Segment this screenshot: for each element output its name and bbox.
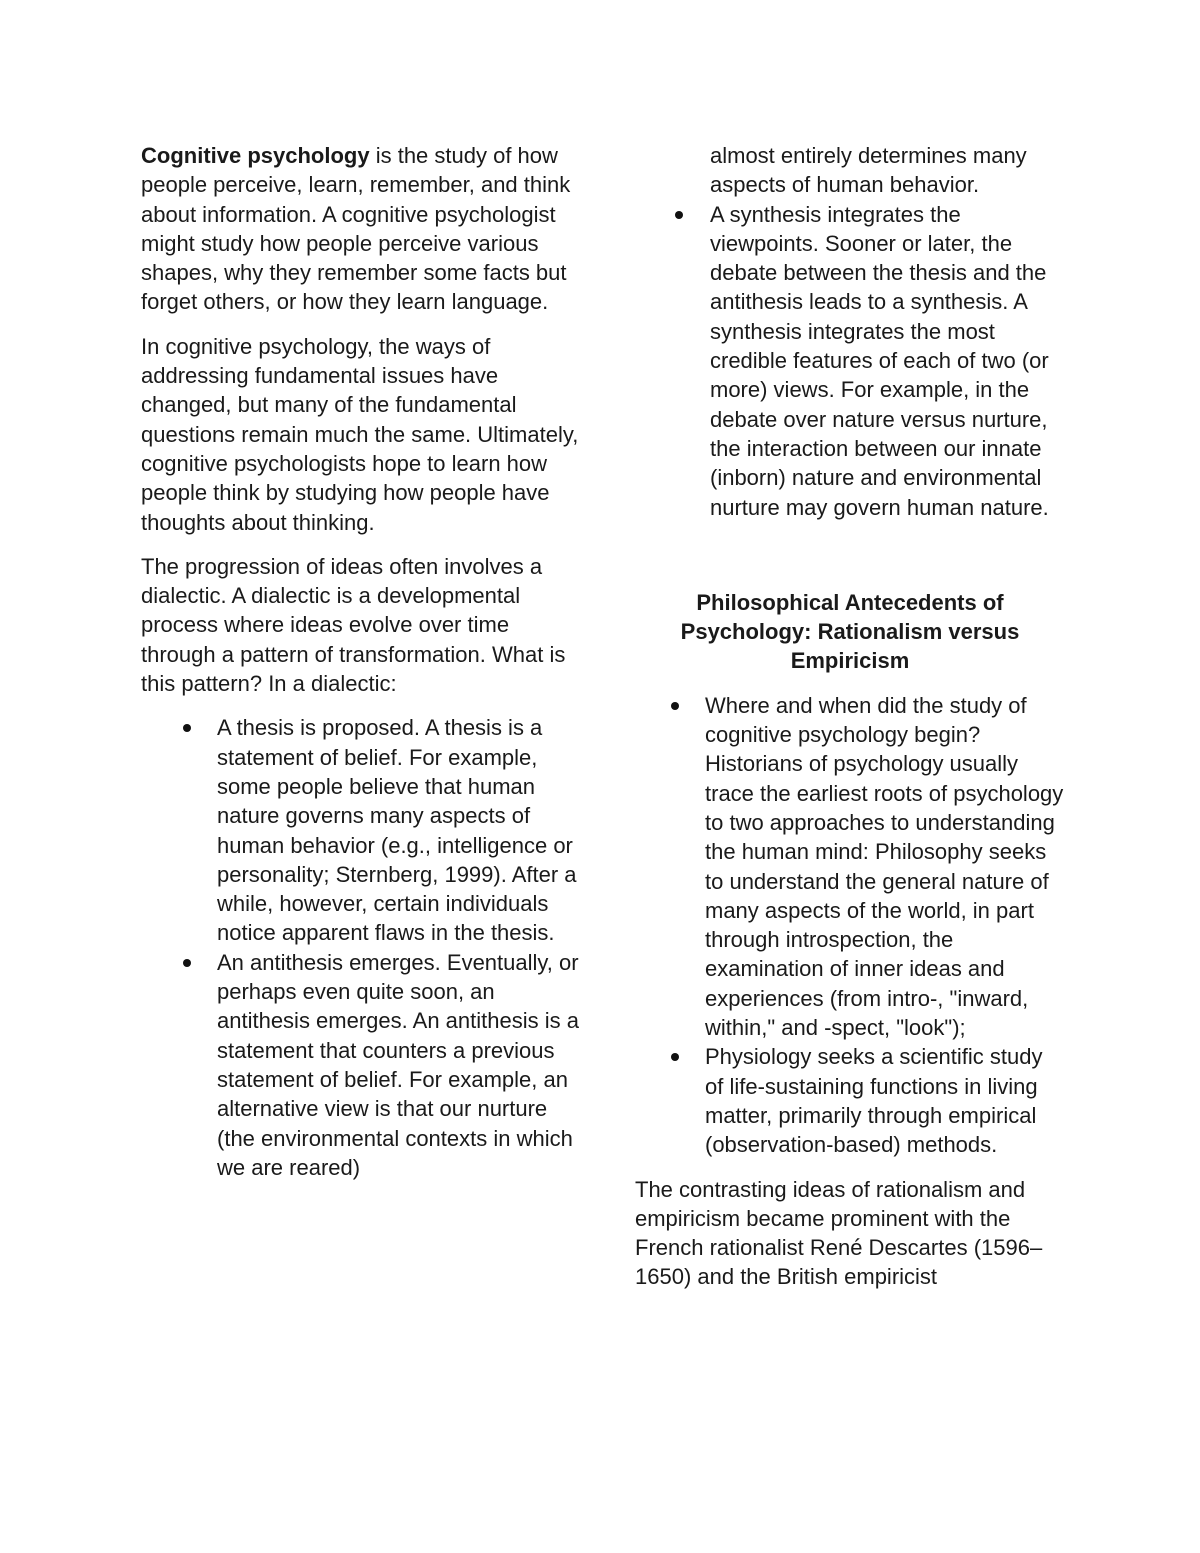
bullet-icon [183,724,191,732]
section-heading: Philosophical Antecedents of Psychology: Rationalism versus Empiricism [680,589,1020,674]
origins-list [705,691,1065,1160]
dialectic-list-continued [710,141,1065,522]
paragraph-rationalism-empiricism: The contrasting ideas of rationalism and empiricism became prominent with the French rationalist René Descartes (1596–1650) and the British empiricist [635,1176,1043,1290]
intro-paragraph [141,141,579,317]
list-item-antithesis [217,948,579,1182]
right-column [635,141,1065,1307]
list-item-thesis [217,713,579,947]
paragraph-dialectic: The progression of ideas often involves a dialectic. A dialectic is a developmental process where ideas evolve over time through a pattern of transformation. What is this pattern? In a dialectic: [141,553,566,697]
list-item-philosophy [705,691,1065,1043]
list-item-synthesis [710,200,1065,522]
list-item-text: An antithesis emerges. Eventually, or perhaps even quite soon, an antithesis emerges. An antithesis is a statement that counters a previous statement of belief. For example, an alternative view is that our nurture (the environmental contexts in which we are reared) [217,949,579,1180]
dialectic-list [217,713,579,1182]
bullet-icon [671,1053,679,1061]
paragraph-cognitive-issues: In cognitive psychology, the ways of addressing fundamental issues have changed, but many of the fundamental questions remain much the same. Ultimately, cognitive psychologists hope to learn how people think by studying how people have thoughts about thinking. [141,333,579,535]
intro-term: Cognitive psychology [141,143,370,168]
bullet-icon [671,702,679,710]
left-column [141,141,579,1182]
list-item-text: Physiology seeks a scientific study of life-sustaining functions in living matter, primarily through empirical (observation-based) methods. [705,1044,1043,1158]
list-item-text: A synthesis integrates the viewpoints. Sooner or later, the debate between the thesis and the antithesis leads to a synthesis. A synthesis integrates the most credible features of each of two (or more) views. For example, in the debate over nature versus nurture, the interaction between our innate (inborn) nature and environmental nurture may govern human nature. [710,201,1049,520]
list-item-antithesis-continued [710,141,1065,200]
intro-definition: is the study of how people perceive, learn, remember, and think about information. A cognitive psychologist might study how people perceive various shapes, why they remember some facts but forget others, or how they learn language. [141,143,571,315]
list-item-text: A thesis is proposed. A thesis is a statement of belief. For example, some people believe that human nature governs many aspects of human behavior (e.g., intelligence or personality; Sternberg, 1999). After a while, however, certain individuals notice apparent flaws in the thesis. [217,715,577,946]
list-item-physiology [705,1042,1065,1159]
bullet-icon [183,959,191,967]
list-item-text: almost entirely determines many aspects of human behavior. [710,143,1027,198]
list-item-text: Where and when did the study of cognitive psychology begin? Historians of psychology usually trace the earliest roots of psychology to two approaches to understanding the human mind: Philosophy seeks to understand the general nature of many aspects of the world, in part through introspection, the examination of inner ideas and experiences (from intro-, "inward, within," and -spect, "look"); [705,692,1064,1041]
bullet-icon [675,211,683,219]
